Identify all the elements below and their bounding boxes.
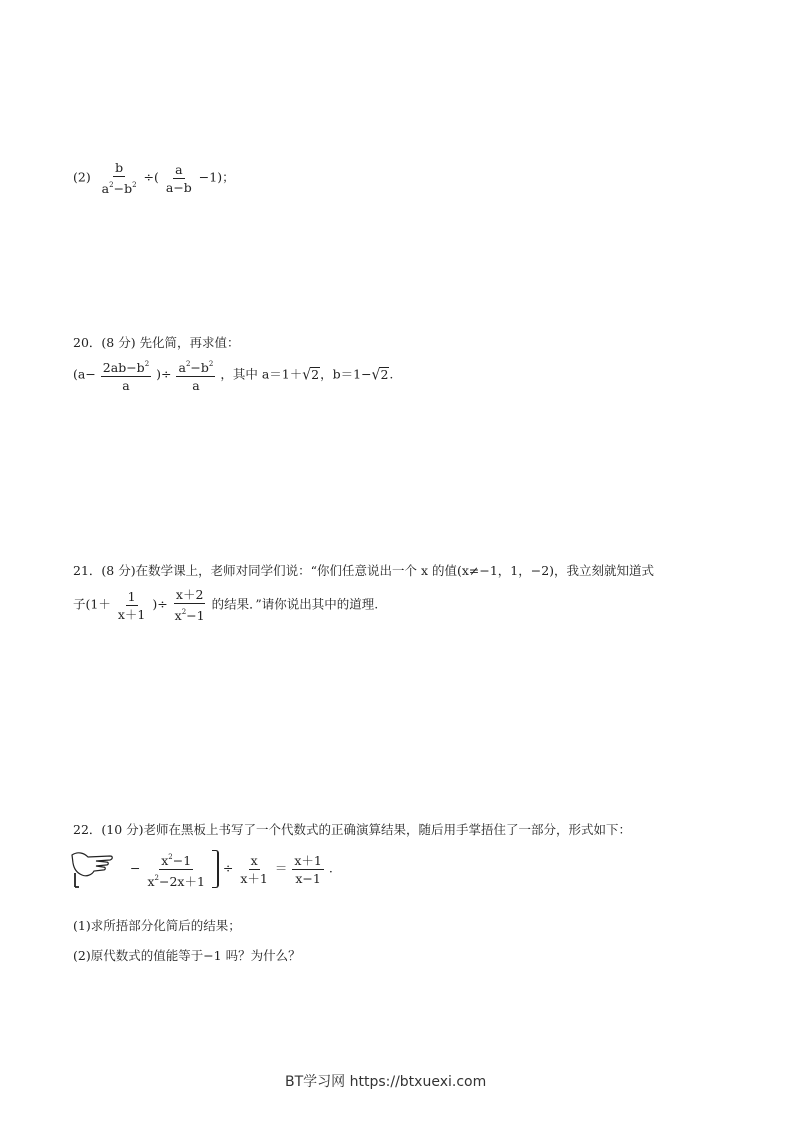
- expression-tail: −1)；: [198, 169, 235, 185]
- closing-bracket: [212, 850, 219, 888]
- sqrt-symbol: √: [371, 365, 381, 384]
- fraction: $\frac{x}{x+1}$: [240, 852, 268, 886]
- question-22-part-1: (1)求所捂部分化简后的结果；: [73, 918, 241, 933]
- fraction: $\frac{b}{a^2-b^2}$: [101, 160, 137, 196]
- operator: ÷(: [143, 169, 159, 185]
- fraction: $\frac{2ab-b^2}{a}$: [101, 357, 151, 393]
- fraction: $\frac{a^2-b^2}{a}$: [176, 357, 215, 393]
- question-21-line-1: 21．(8 分)在数学课上，老师对同学们说：“你们任意说出一个 x 的值(x≠−1，1，−2)，我立刻就知道式: [73, 563, 655, 578]
- problem-2: [73, 160, 235, 196]
- question-22-heading: 22．(10 分)老师在黑板上书写了一个代数式的正确演算结果，随后用手掌捂住了一部分，形式如下：: [73, 822, 632, 837]
- fraction: $\frac{a}{a-b}$: [165, 161, 192, 195]
- footer-watermark: BT学习网 https://btxuexi.com: [285, 1074, 487, 1090]
- question-20-heading: 20．(8 分) 先化简，再求值：: [73, 335, 240, 350]
- fraction: $\frac{x+2}{x^2-1}$: [174, 587, 205, 623]
- question-21-line-2: 子(1＋ $\frac{1}{x+1}$ )÷ $\frac{x+2}{x^2-1}$ 的结果．”请你说出其中的道理.: [73, 587, 379, 623]
- sqrt-symbol: √: [302, 365, 312, 384]
- problem-2-label: (2): [73, 169, 91, 185]
- fraction: $\frac{x+1}{x-1}$: [294, 852, 322, 886]
- question-20-expression: (a− $\frac{2ab-b^2}{a}$ )÷ $\frac{a^2-b^2}{a}$ ，其中 a＝1＋√2，b＝1−√2.: [73, 357, 393, 393]
- covering-hand-icon: [70, 849, 116, 889]
- fraction: $\frac{x^2-1}{x^2-2x+1}$: [145, 850, 206, 889]
- question-22-expression: − $\frac{x^2-1}{x^2-2x+1}$ ÷ $\frac{x}{x+1}$ ＝ $\frac{x+1}{x-1}$ .: [70, 849, 333, 893]
- fraction: $\frac{1}{x+1}$: [117, 588, 146, 622]
- question-22-part-2: (2)原代数式的值能等于−1 吗？为什么？: [73, 948, 301, 963]
